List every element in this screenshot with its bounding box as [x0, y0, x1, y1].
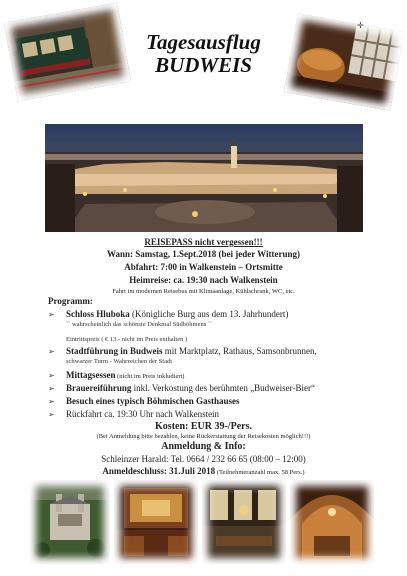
photo-budweis-panorama [45, 124, 363, 232]
contact-line: Schleinzer Harald: Tel. 0664 / 232 66 65 (08:00 – 12:00) [101, 454, 306, 464]
return-line: Heimreise: ca. 19:30 nach Walkenstein [129, 275, 278, 285]
list-item: ➢ Brauereiführung inkl. Verkostung des berühmten „Budweiser-Bier“ [48, 383, 315, 393]
price-line: Kosten: EUR 39-/Pers. [155, 421, 252, 432]
hluboka-price: Eintrittspreis ( € 13.- nicht im Preis enthalten ) [66, 336, 188, 343]
list-item: ➢ Rückfahrt ca. 19:30 Uhr nach Walkenstein [48, 409, 220, 419]
programm-heading: Programm: [48, 296, 93, 306]
page-title: Tagesausflug [146, 30, 261, 54]
payment-note: (Bei Anmeldung bitte bezahlen, keine Rückerstattung der Reisekosten möglich!!!) [96, 433, 311, 440]
photo-castle-aerial [30, 480, 110, 564]
reisepass-notice: REISEPASS nicht vergessen!!! [144, 237, 263, 247]
registration-heading: Anmeldung & Info: [161, 441, 246, 452]
arrow-bullet-icon: ➢ [48, 410, 55, 419]
arrow-bullet-icon: ➢ [48, 384, 55, 393]
date-line: Wann: Samstag, 1.Sept.2018 (bei jeder Witterung) [106, 249, 300, 259]
departure-line: Abfahrt: 7:00 in Walkenstein – Ortsmitte [124, 262, 283, 272]
bus-info: Fahrt im modernen Reisebus mit Klimaanlage, Kühlschrank, WC, etc. [112, 288, 295, 295]
sparkle-icon: ✛ [357, 21, 364, 30]
list-item: ➢ Besuch eines typisch Böhmischen Gasthauses [48, 396, 240, 406]
arrow-bullet-icon: ➢ [48, 347, 55, 356]
arrow-bullet-icon: ➢ [48, 310, 55, 319]
deadline-line: Anmeldeschluss: 31.Juli 2018 (Teilnehmeranzahl max. 58 Pers.) [102, 466, 305, 476]
stadt-detail: schwarzer Turm - Wahrzeichen der Stadt [66, 358, 173, 365]
arrow-bullet-icon: ➢ [48, 397, 55, 406]
page-subtitle: BUDWEIS [155, 53, 252, 77]
arrow-bullet-icon: ➢ [48, 371, 55, 380]
list-item: ➢ Stadtführung in Budweis mit Marktplatz, Rathaus, Samsonbrunnen, [48, 346, 317, 356]
hluboka-tagline: `` wahrscheinlich das schönste Denkmal Südböhmens `` [66, 321, 213, 328]
photo-castle-interior [114, 480, 198, 564]
photo-beer-cellar [290, 480, 374, 564]
list-item: ➢ Mittagsessen (nicht im Preis inkludiert) [48, 370, 185, 380]
list-item: ➢ Schloss Hluboka (Königliche Burg aus dem 13. Jahrhundert) [48, 309, 289, 319]
photo-hall-interior [202, 480, 286, 564]
